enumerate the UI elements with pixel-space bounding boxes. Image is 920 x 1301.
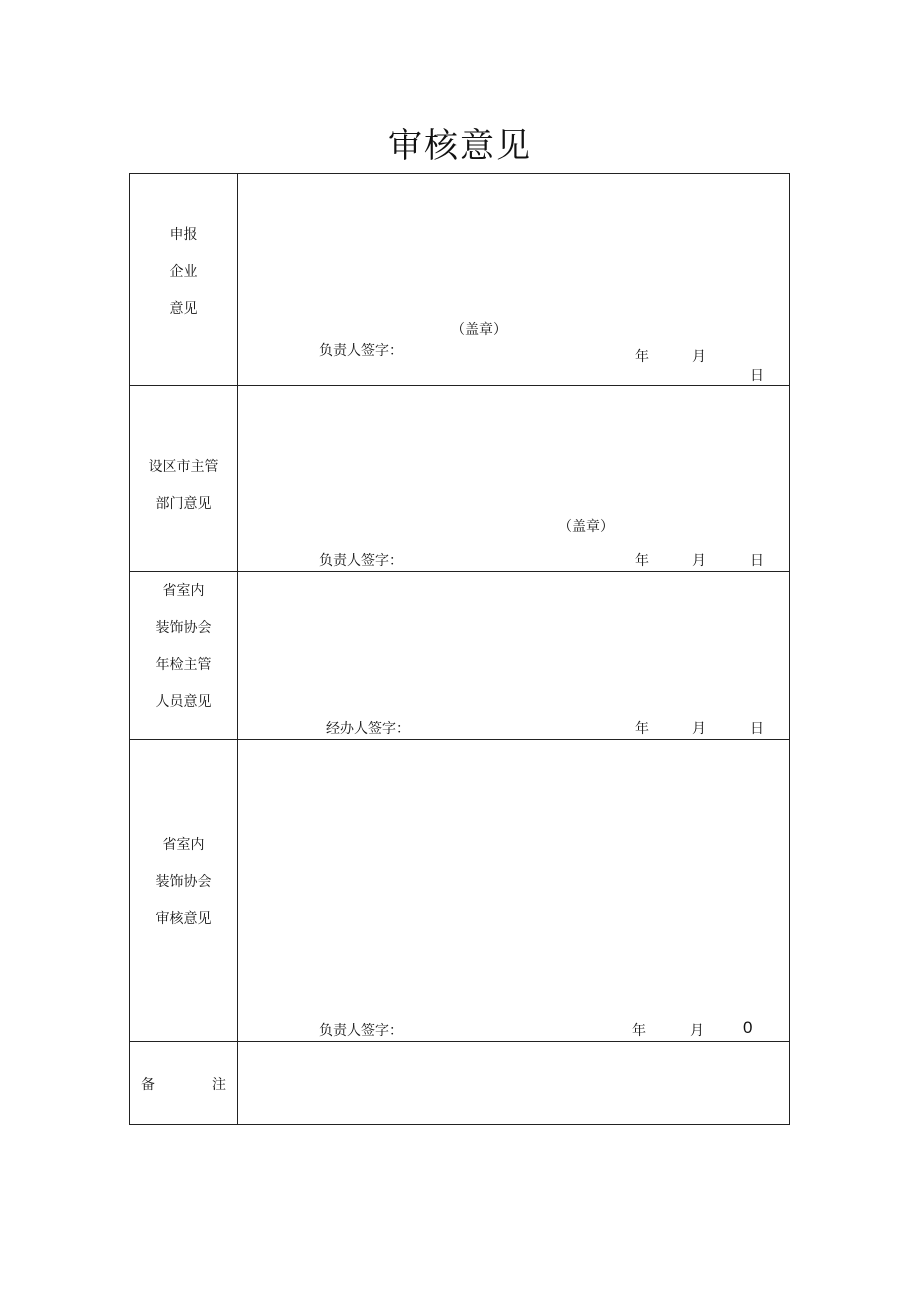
signature-label: 经办人签字： (326, 721, 410, 737)
month-label: 月 (692, 721, 706, 737)
day-label: 日 (750, 553, 764, 569)
page-title: 审核意见 (388, 126, 532, 166)
year-label: 年 (635, 349, 649, 365)
year-label: 年 (632, 1023, 646, 1039)
signature-label: 负责人签字： (319, 343, 403, 359)
label-association-review-opinion: 省室内 装饰协会 审核意见 (155, 837, 212, 927)
day-label: 日 (750, 368, 764, 384)
seal-note: （盖章） (558, 519, 614, 535)
seal-note: （盖章） (451, 322, 507, 338)
day-label: 日 (750, 721, 764, 737)
row-divider (130, 385, 789, 386)
row-divider (130, 1041, 789, 1042)
label-inspection-officer-opinion: 省室内 装饰协会 年检主管 人员意见 (155, 583, 212, 710)
signature-label: 负责人签字： (319, 553, 403, 569)
month-label: 月 (692, 553, 706, 569)
year-label: 年 (635, 553, 649, 569)
remarks-label-char2: 注 (212, 1077, 226, 1093)
column-divider (237, 174, 238, 1124)
row-divider (130, 571, 789, 572)
month-label: 月 (692, 349, 706, 365)
label-city-department-opinion: 设区市主管 部门意见 (148, 459, 219, 512)
signature-label: 负责人签字： (319, 1023, 403, 1039)
year-label: 年 (635, 721, 649, 737)
day-label: 0 (743, 1018, 753, 1037)
row-divider (130, 739, 789, 740)
month-label: 月 (690, 1023, 704, 1039)
review-form-table (129, 173, 790, 1125)
remarks-label-char1: 备 (141, 1077, 155, 1093)
label-enterprise-opinion: 申报 企业 意见 (169, 227, 198, 317)
